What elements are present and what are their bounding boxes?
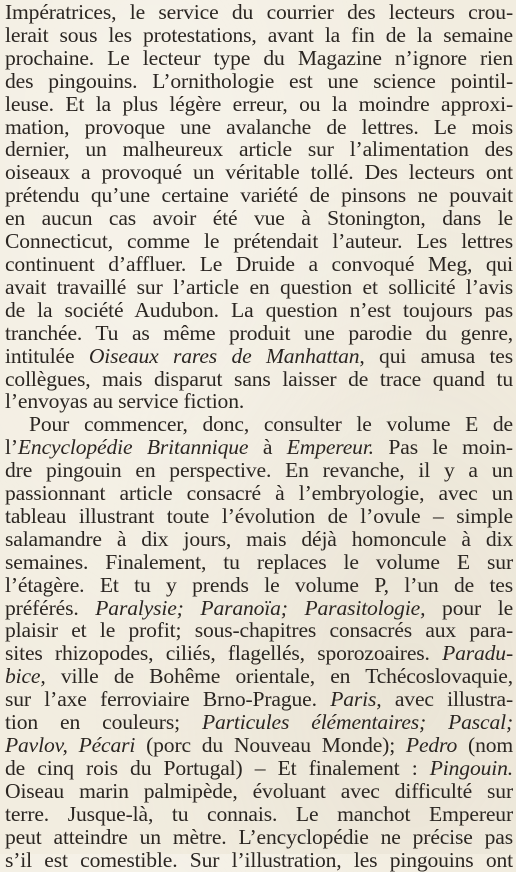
paragraph-2 (5, 413, 513, 871)
text-line: Pour commencer, donc, consulter le volume E de (29, 412, 513, 437)
text-line: de la société Audubon. La question n’est toujours pas (5, 297, 513, 322)
text-line: Connecticut, comme le prétendait l’auteur. Les lettres (5, 229, 513, 254)
text-line: peut atteindre un mètre. L’encyclopédie ne précise pas (5, 824, 513, 849)
text-line: tableau illustrant toute l’évolution de l’ovule – simple (5, 503, 513, 528)
text-line: l’étagère. Et tu y prends le volume P, l’un de tes (5, 572, 513, 597)
text-line: l’envoyas au service fiction. (5, 389, 245, 414)
italic-entry: Pavlov, Pécari (5, 733, 136, 757)
italic-title: Oiseaux rares de Manhattan (88, 343, 360, 368)
text-line: Oiseau marin palmipède, évoluant avec difficulté sur (5, 778, 513, 803)
text-line: collègues, mais disparut sans laisser de trace quand tu (5, 366, 513, 391)
text-line: passionnant article consacré à l’embryologie, avec un (5, 481, 513, 506)
text-line: lerait sous les protestations, avant la fin de la semaine (5, 22, 513, 47)
italic-entry: Empereur. (286, 435, 374, 460)
italic-entry: Pedro (405, 733, 458, 757)
text-line: préférés. Paralysie; Paranoïa; Parasitologie, pour le (5, 595, 514, 620)
paragraph-1 (5, 1, 513, 413)
italic-entry: Pingouin. (429, 755, 513, 780)
text-line: semaines. Finalement, tu replaces le volume E sur (5, 549, 513, 574)
text-line: s’il est comestible. Sur l’illustration, les pingouins ont (5, 847, 513, 872)
text-line: en aucun cas avoir été vue à Stonington, dans le (5, 206, 513, 231)
text-line: intitulée Oiseaux rares de Manhattan, qui amusa tes (5, 343, 513, 368)
italic-entry: bice, (5, 664, 46, 689)
text-line: plaisir et le profit; sous-chapitres consacrés aux para- (5, 618, 513, 643)
text-line: prétendu qu’une certaine variété de pinsons ne pouvait (5, 183, 513, 208)
text-line: terre. Jusque-là, tu connais. Le manchot Empereur (5, 801, 513, 826)
text-line: mation, provoque une avalanche de lettres. Le mois (5, 114, 513, 139)
text-line: oiseaux a provoqué un véritable tollé. Des lecteurs ont (5, 160, 513, 185)
text-line: avait travaillé sur l’article en question et sollicité l’avis (5, 274, 513, 299)
text-line: des pingouins. L’ornithologie est une science pointil- (5, 68, 513, 93)
text-line: l’Encyclopédie Britannique à Empereur. Pas le moin- (5, 435, 513, 460)
text-line: tranchée. Tu as même produit une parodie du genre, (5, 320, 513, 345)
italic-title: Encyclopédie Britannique (17, 435, 249, 460)
italic-entry: Paradu- (442, 641, 513, 666)
text-line: Pavlov, Pécari (porc du Nouveau Monde); Pedro (nom (5, 733, 514, 757)
text-line: sur l’axe ferroviaire Brno-Prague. Paris, avec illustra- (5, 687, 513, 712)
text-line: bice, ville de Bohême orientale, en Tchécoslovaquie, (5, 664, 513, 689)
text-line: dernier, un malheureux article sur l’alimentation des (5, 137, 513, 162)
text-line: leuse. Et la plus légère erreur, ou la moindre approxi- (5, 91, 513, 116)
text-line: de cinq rois du Portugal) – Et finalement : Pingouin. (5, 755, 513, 780)
text-line: salamandre à dix jours, mais déjà homoncule à dix (5, 526, 513, 551)
text-line: Impératrices, le service du courrier des lecteurs crou- (5, 0, 513, 24)
italic-entry: Paralysie; Paranoïa; Parasitologie, (95, 595, 426, 620)
text-line: continuent d’affluer. Le Druide a convoqué Meg, qui (5, 251, 513, 276)
text-line: tion en couleurs; Particules élémentaires; Pascal; (5, 710, 513, 735)
text-line: sites rhizopodes, ciliés, flagellés, sporozoaires. Paradu- (5, 641, 513, 666)
text-line: prochaine. Le lecteur type du Magazine n’ignore rien (5, 45, 513, 70)
text-line: dre pingouin en perspective. En revanche, il y a un (5, 458, 513, 483)
italic-entry: Paris, (330, 687, 382, 712)
italic-entry: Particules élémentaires; Pascal; (201, 710, 513, 735)
